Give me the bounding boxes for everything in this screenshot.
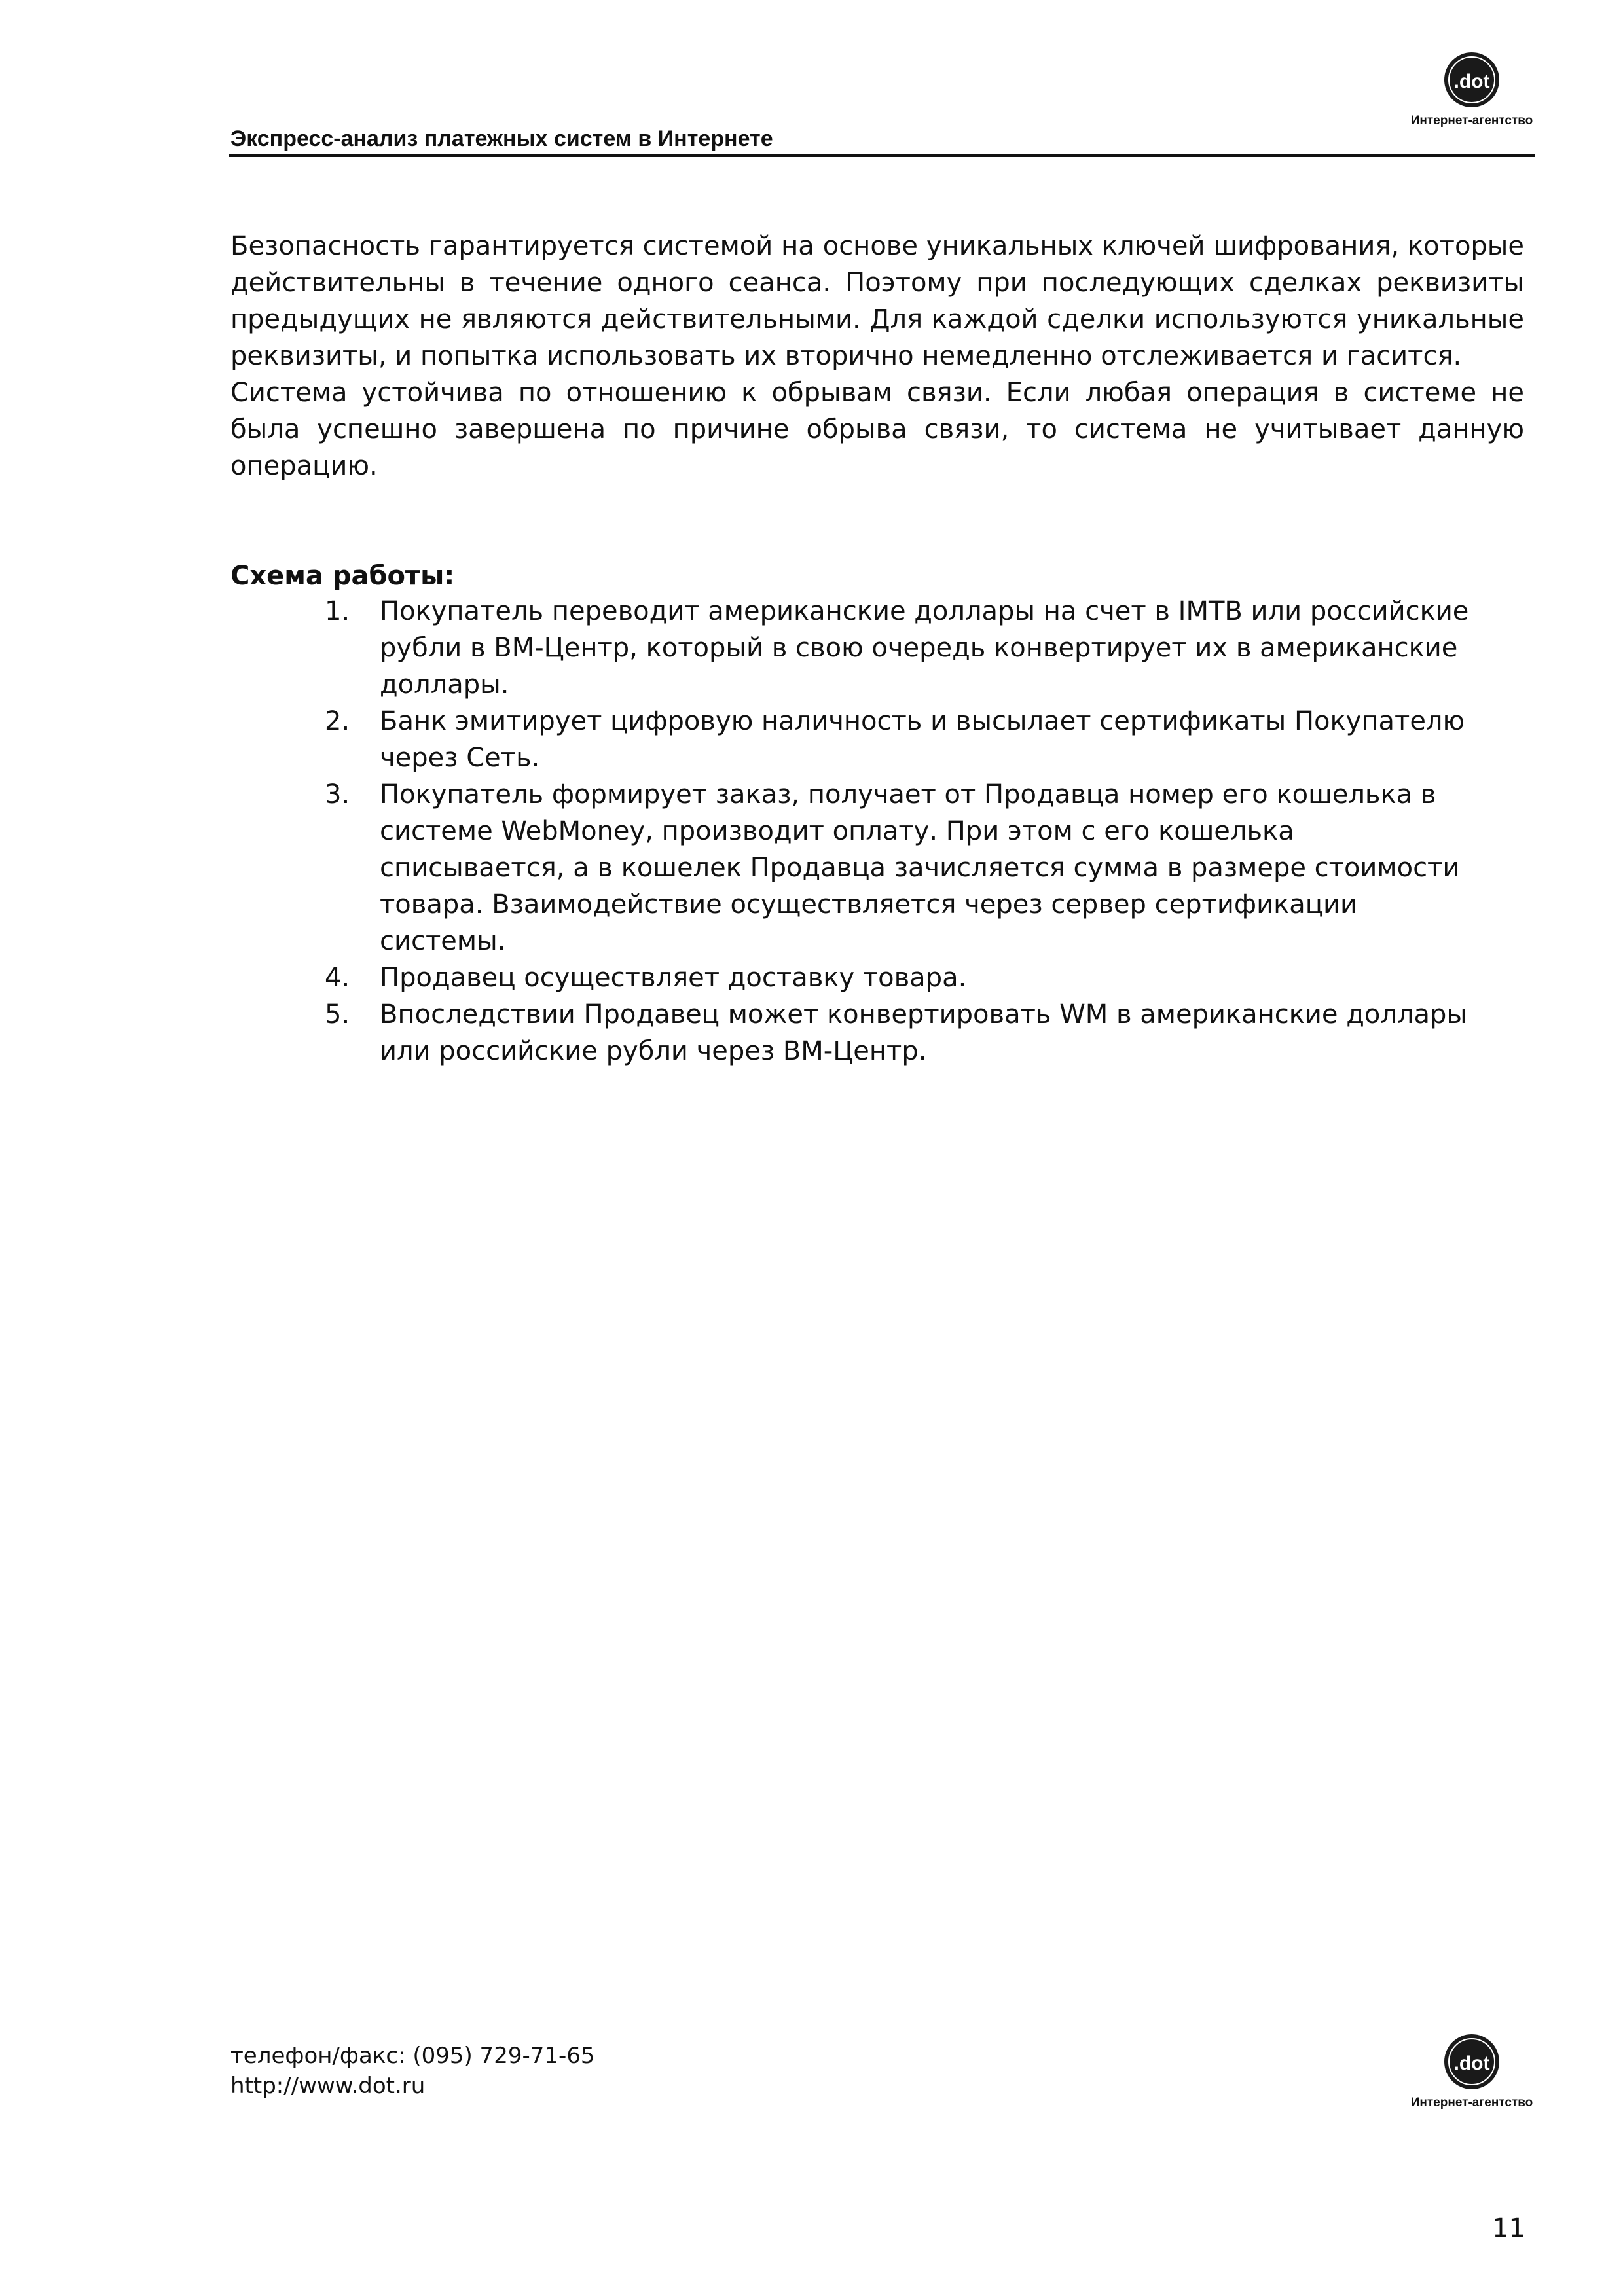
footer-phone: телефон/факс: (095) 729-71-65 xyxy=(230,2043,595,2069)
footer-logo xyxy=(1406,2033,1537,2110)
paragraph-security: Безопасность гарантируется системой на основе уникальных ключей шифрования, которые действительны в течение одного сеанса. Поэтому при последующих сделках реквизиты предыдущих не являются действительными. Для каждой сделки используются уникальные реквизиты, и попытка использовать их вторично немедленно отслеживается и гасится. xyxy=(230,231,1524,371)
list-item xyxy=(325,703,1477,776)
workflow-steps-list xyxy=(325,593,1477,1069)
logo-caption: Интернет-агентство xyxy=(1410,2096,1533,2109)
list-item xyxy=(325,996,1477,1069)
logo-wordmark: .dot xyxy=(1453,71,1490,92)
list-item-number: 2. xyxy=(325,706,350,736)
header-divider xyxy=(229,154,1535,157)
list-item-number: 5. xyxy=(325,999,350,1030)
list-item xyxy=(325,593,1477,703)
body-text xyxy=(230,228,1524,484)
list-item-number: 1. xyxy=(325,596,350,626)
page-number: 11 xyxy=(1492,2214,1525,2244)
logo-caption: Интернет-агентство xyxy=(1410,114,1533,128)
dot-logo-icon xyxy=(1443,51,1501,109)
list-item-number: 3. xyxy=(325,780,350,810)
list-item-text: Покупатель переводит американские доллары на счет в IMTB или российские рубли в ВМ-Центр, который в свою очередь конвертирует их в американские доллары. xyxy=(380,596,1469,700)
footer-url[interactable]: http://www.dot.ru xyxy=(230,2073,426,2099)
paragraph-connection: Система устойчива по отношению к обрывам связи. Если любая операция в системе не была успешно завершена по причине обрыва связи, то система не учитывает данную операцию. xyxy=(230,378,1524,481)
list-item-text: Продавец осуществляет доставку товара. xyxy=(380,963,967,993)
list-item-text: Впоследствии Продавец может конвертировать WM в американские доллары или российские рубли через ВМ-Центр. xyxy=(380,999,1467,1066)
list-item xyxy=(325,776,1477,960)
section-title: Схема работы: xyxy=(230,561,455,591)
list-item xyxy=(325,960,1477,996)
list-item-number: 4. xyxy=(325,963,350,993)
dot-logo-icon xyxy=(1443,2033,1501,2090)
footer-contacts xyxy=(230,2041,595,2101)
header-logo xyxy=(1406,51,1537,128)
logo-wordmark: .dot xyxy=(1453,2053,1490,2074)
running-header-title: Экспресс-анализ платежных систем в Интернете xyxy=(230,126,773,151)
list-item-text: Покупатель формирует заказ, получает от Продавца номер его кошелька в системе WebMoney, производит оплату. При этом с его кошелька списывается, а в кошелек Продавца зачисляется сумма в размере стоимости товара. Взаимодействие осуществляется через сервер сертификации системы. xyxy=(380,780,1460,956)
list-item-text: Банк эмитирует цифровую наличность и высылает сертификаты Покупателю через Сеть. xyxy=(380,706,1465,773)
